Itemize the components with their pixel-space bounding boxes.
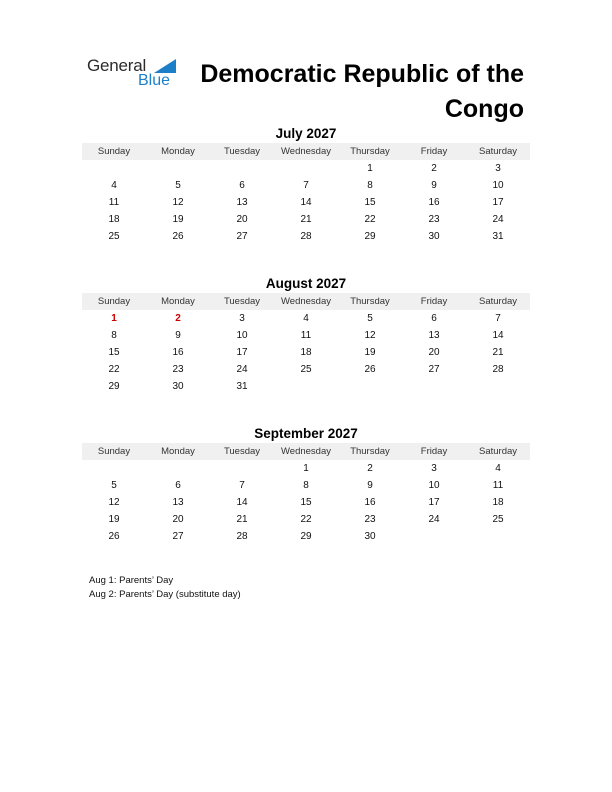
weekday-label: Tuesday bbox=[223, 446, 261, 457]
day-cell: 28 bbox=[236, 531, 248, 542]
note-item: Aug 1: Parents’ Day bbox=[89, 575, 174, 586]
day-cell: 29 bbox=[300, 531, 312, 542]
logo-text-general: General bbox=[87, 56, 147, 75]
holiday-day-cell: 1 bbox=[111, 313, 117, 324]
day-cell: 29 bbox=[364, 231, 376, 242]
day-cell: 2 bbox=[367, 463, 373, 474]
day-cell: 30 bbox=[172, 381, 184, 392]
day-cell: 15 bbox=[300, 497, 312, 508]
day-cell: 27 bbox=[428, 364, 440, 375]
day-cell: 1 bbox=[367, 163, 373, 174]
day-cell: 17 bbox=[492, 197, 504, 208]
month-title: July 2027 bbox=[275, 126, 337, 141]
empty-day-cell bbox=[146, 460, 210, 477]
week-row bbox=[82, 494, 530, 511]
weekday-label: Sunday bbox=[97, 446, 131, 457]
day-cell: 26 bbox=[108, 531, 120, 542]
day-cell: 6 bbox=[239, 180, 245, 191]
logo bbox=[87, 56, 187, 92]
day-cell: 5 bbox=[175, 180, 181, 191]
day-cell: 12 bbox=[364, 330, 376, 341]
weekday-label: Monday bbox=[161, 146, 195, 157]
day-cell: 6 bbox=[175, 480, 181, 491]
day-cell: 18 bbox=[108, 214, 120, 225]
day-cell: 23 bbox=[172, 364, 184, 375]
day-cell: 11 bbox=[492, 480, 504, 491]
month-calendar bbox=[82, 275, 530, 395]
page-title: Democratic Republic of the Congo bbox=[200, 60, 524, 123]
weekday-label: Sunday bbox=[97, 296, 131, 307]
day-cell: 15 bbox=[108, 347, 120, 358]
weekday-header bbox=[82, 443, 530, 460]
weekday-label: Monday bbox=[161, 446, 195, 457]
day-cell: 26 bbox=[364, 364, 376, 375]
month-title: September 2027 bbox=[254, 426, 358, 441]
week-row bbox=[82, 477, 530, 494]
day-cell: 5 bbox=[111, 480, 117, 491]
week-row bbox=[82, 344, 530, 361]
day-cell: 7 bbox=[303, 180, 309, 191]
day-cell: 13 bbox=[428, 330, 440, 341]
day-cell: 3 bbox=[495, 163, 501, 174]
day-cell: 19 bbox=[108, 514, 120, 525]
weekday-label: Friday bbox=[420, 146, 448, 157]
weekday-label: Thursday bbox=[350, 446, 390, 457]
week-row bbox=[82, 528, 530, 545]
day-cell: 16 bbox=[428, 197, 440, 208]
day-cell: 27 bbox=[172, 531, 184, 542]
day-cell: 24 bbox=[428, 514, 440, 525]
weekday-label: Thursday bbox=[350, 146, 390, 157]
day-cell: 6 bbox=[431, 313, 437, 324]
day-cell: 8 bbox=[303, 480, 309, 491]
day-cell: 18 bbox=[492, 497, 504, 508]
weekday-label: Friday bbox=[420, 296, 448, 307]
logo-text-blue: Blue bbox=[138, 72, 171, 89]
day-cell: 26 bbox=[172, 231, 184, 242]
week-row bbox=[82, 160, 530, 177]
day-cell: 21 bbox=[236, 514, 248, 525]
weekday-label: Wednesday bbox=[281, 146, 331, 157]
day-cell: 3 bbox=[239, 313, 245, 324]
day-cell: 12 bbox=[108, 497, 120, 508]
day-cell: 13 bbox=[172, 497, 184, 508]
empty-day-cell bbox=[466, 378, 530, 395]
day-cell: 14 bbox=[300, 197, 312, 208]
day-cell: 7 bbox=[495, 313, 501, 324]
day-cell: 4 bbox=[495, 463, 501, 474]
day-cell: 28 bbox=[300, 231, 312, 242]
day-cell: 24 bbox=[236, 364, 248, 375]
weekday-header bbox=[82, 293, 530, 310]
empty-day-cell bbox=[466, 528, 530, 545]
day-cell: 20 bbox=[428, 347, 440, 358]
empty-day-cell bbox=[82, 160, 146, 177]
day-cell: 8 bbox=[111, 330, 117, 341]
week-row bbox=[82, 310, 530, 327]
day-cell: 7 bbox=[239, 480, 245, 491]
empty-day-cell bbox=[82, 460, 146, 477]
weekday-label: Thursday bbox=[350, 296, 390, 307]
week-row bbox=[82, 177, 530, 194]
weekday-label: Wednesday bbox=[281, 446, 331, 457]
day-cell: 17 bbox=[428, 497, 440, 508]
day-cell: 10 bbox=[492, 180, 504, 191]
note-item: Aug 2: Parents’ Day (substitute day) bbox=[89, 589, 241, 600]
month-title: August 2027 bbox=[265, 276, 347, 291]
day-cell: 22 bbox=[108, 364, 120, 375]
day-cell: 8 bbox=[367, 180, 373, 191]
day-cell: 12 bbox=[172, 197, 184, 208]
day-cell: 19 bbox=[364, 347, 376, 358]
day-cell: 11 bbox=[300, 330, 312, 341]
day-cell: 14 bbox=[492, 330, 504, 341]
holiday-notes bbox=[89, 574, 241, 602]
day-cell: 4 bbox=[303, 313, 309, 324]
day-cell: 31 bbox=[236, 381, 248, 392]
day-cell: 28 bbox=[492, 364, 504, 375]
day-cell: 15 bbox=[364, 197, 376, 208]
day-cell: 16 bbox=[172, 347, 184, 358]
day-cell: 18 bbox=[300, 347, 312, 358]
week-row bbox=[82, 211, 530, 228]
day-cell: 22 bbox=[364, 214, 376, 225]
day-cell: 24 bbox=[492, 214, 504, 225]
day-cell: 25 bbox=[492, 514, 504, 525]
empty-day-cell bbox=[210, 160, 274, 177]
day-cell: 20 bbox=[236, 214, 248, 225]
weekday-header bbox=[82, 143, 530, 160]
day-cell: 10 bbox=[236, 330, 248, 341]
empty-day-cell bbox=[402, 528, 466, 545]
day-cell: 14 bbox=[236, 497, 248, 508]
weekday-label: Friday bbox=[420, 446, 448, 457]
day-cell: 5 bbox=[367, 313, 373, 324]
day-cell: 13 bbox=[236, 197, 248, 208]
empty-day-cell bbox=[274, 378, 338, 395]
empty-day-cell bbox=[402, 378, 466, 395]
day-cell: 16 bbox=[364, 497, 376, 508]
holiday-day-cell: 2 bbox=[175, 313, 181, 324]
day-cell: 9 bbox=[175, 330, 181, 341]
day-cell: 3 bbox=[431, 463, 437, 474]
week-row bbox=[82, 378, 530, 395]
day-cell: 31 bbox=[492, 231, 504, 242]
day-cell: 23 bbox=[364, 514, 376, 525]
day-cell: 9 bbox=[367, 480, 373, 491]
day-cell: 2 bbox=[431, 163, 437, 174]
weekday-label: Wednesday bbox=[281, 296, 331, 307]
weekday-label: Tuesday bbox=[223, 296, 261, 307]
day-cell: 30 bbox=[364, 531, 376, 542]
day-cell: 9 bbox=[431, 180, 437, 191]
day-cell: 22 bbox=[300, 514, 312, 525]
day-cell: 21 bbox=[300, 214, 312, 225]
day-cell: 25 bbox=[108, 231, 120, 242]
day-cell: 25 bbox=[300, 364, 312, 375]
day-cell: 30 bbox=[428, 231, 440, 242]
empty-day-cell bbox=[146, 160, 210, 177]
week-row bbox=[82, 228, 530, 245]
day-cell: 27 bbox=[236, 231, 248, 242]
week-row bbox=[82, 511, 530, 528]
day-cell: 19 bbox=[172, 214, 184, 225]
weekday-label: Saturday bbox=[478, 146, 518, 157]
empty-day-cell bbox=[274, 160, 338, 177]
week-row bbox=[82, 361, 530, 378]
empty-day-cell bbox=[210, 460, 274, 477]
weekday-label: Monday bbox=[161, 296, 195, 307]
day-cell: 20 bbox=[172, 514, 184, 525]
day-cell: 29 bbox=[108, 381, 120, 392]
day-cell: 23 bbox=[428, 214, 440, 225]
week-row bbox=[82, 194, 530, 211]
month-calendar bbox=[82, 125, 530, 245]
day-cell: 10 bbox=[428, 480, 440, 491]
weekday-label: Saturday bbox=[478, 296, 518, 307]
logo-triangle-icon bbox=[154, 59, 176, 73]
weekday-label: Sunday bbox=[97, 146, 131, 157]
empty-day-cell bbox=[338, 378, 402, 395]
day-cell: 11 bbox=[108, 197, 120, 208]
day-cell: 21 bbox=[492, 347, 504, 358]
day-cell: 17 bbox=[236, 347, 248, 358]
weekday-label: Saturday bbox=[478, 446, 518, 457]
week-row bbox=[82, 460, 530, 477]
week-row bbox=[82, 327, 530, 344]
day-cell: 4 bbox=[111, 180, 117, 191]
day-cell: 1 bbox=[303, 463, 309, 474]
weekday-label: Tuesday bbox=[223, 146, 261, 157]
month-calendar bbox=[82, 425, 530, 545]
